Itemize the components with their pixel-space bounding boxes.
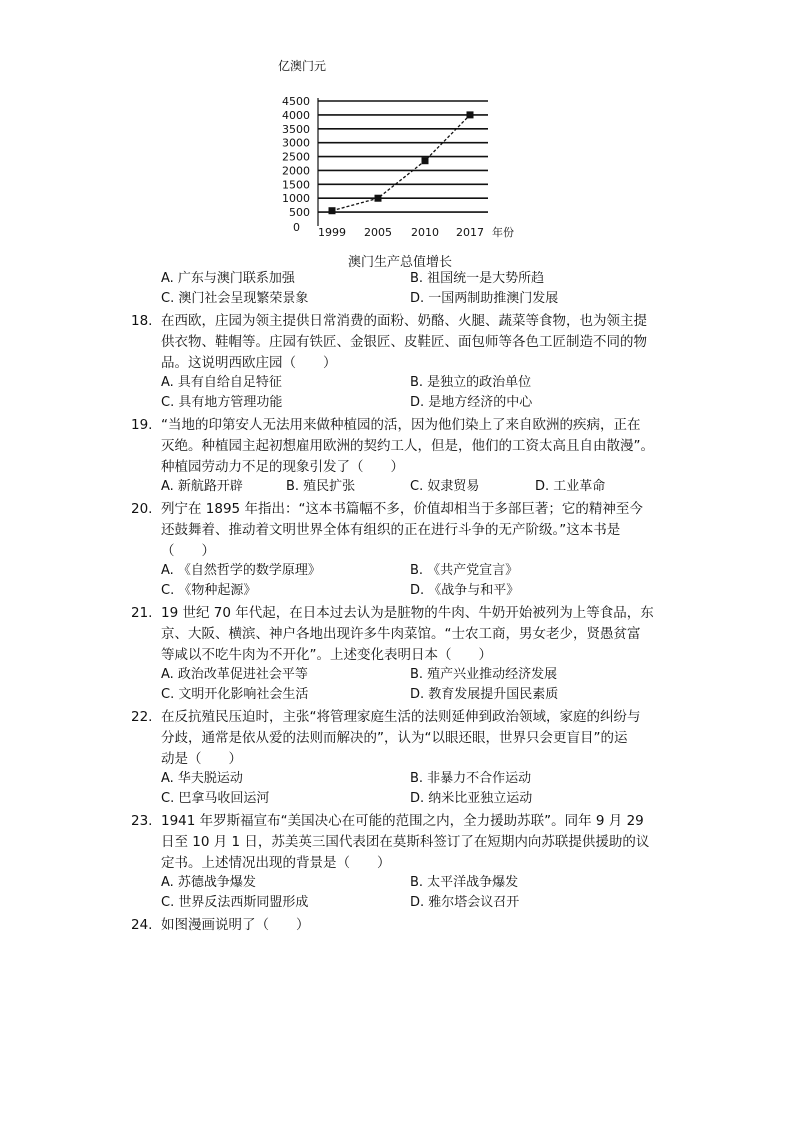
chart-title: 澳门生产总值增长 — [347, 255, 452, 270]
q17-option-a[interactable]: A. 广东与澳门联系加强 — [161, 271, 295, 286]
q18-option-c[interactable]: C. 具有地方管理功能 — [161, 395, 283, 410]
y-tick-label-1000: 1000 — [282, 192, 310, 206]
q19-option-c[interactable]: C. 奴隶贸易 — [410, 479, 480, 494]
q17-option-b[interactable]: B. 祖国统一是大势所趋 — [410, 271, 545, 286]
x-tick-label-1999: 1999 — [318, 226, 346, 239]
q23-option-d[interactable]: D. 雅尔塔会议召开 — [410, 895, 520, 910]
q20-option-a[interactable]: A. 《自然哲学的数学原理》 — [161, 563, 321, 578]
q23-option-a[interactable]: A. 苏德战争爆发 — [161, 875, 256, 890]
y-tick-label-3000: 3000 — [282, 136, 310, 150]
q18-number: 18. — [131, 313, 153, 329]
q20-stem-line-1: 列宁在 1895 年指出：“这本书篇幅不多，价值却相当于多部巨著；它的精神至今 — [161, 501, 643, 517]
q21-stem-line-3: 等咸以不吃牛肉为不开化”。上述变化表明日本（ ） — [161, 647, 492, 663]
q20-stem-line-3: （ ） — [161, 543, 215, 559]
y-tick-label-500: 500 — [289, 206, 310, 220]
q19-stem-line-3: 种植园劳动力不足的现象引发了（ ） — [161, 459, 404, 475]
q20-stem-line-2: 还鼓舞着、推动着文明世界全体有组织的正在进行斗争的无产阶级。”这本书是 — [161, 522, 621, 538]
q19-option-b[interactable]: B. 殖民扩张 — [286, 479, 356, 494]
data-point-2017 — [467, 111, 474, 118]
q22-stem-line-2: 分歧，通常是依从爱的法则而解决的”，认为“以眼还眼，世界只会更盲目”的运 — [161, 730, 628, 746]
q23-stem-line-3: 定书。上述情况出现的背景是（ ） — [161, 855, 391, 871]
q21-option-d[interactable]: D. 教育发展提升国民素质 — [410, 687, 559, 702]
q23-option-b[interactable]: B. 太平洋战争爆发 — [410, 875, 519, 890]
gdp-line-chart — [270, 58, 530, 248]
q22-stem-line-1: 在反抗殖民压迫时，主张“将管理家庭生活的法则延伸到政治领域，家庭的纠纷与 — [161, 709, 641, 725]
q18-option-b[interactable]: B. 是独立的政治单位 — [410, 375, 532, 390]
q17-option-d[interactable]: D. 一国两制助推澳门发展 — [410, 291, 559, 306]
y-axis-label: 亿澳门元 — [278, 59, 327, 73]
q23-stem-line-1: 1941 年罗斯福宣布“美国决心在可能的范围之内，全力援助苏联”。同年 9 月 29 — [161, 813, 644, 829]
q23-option-c[interactable]: C. 世界反法西斯同盟形成 — [161, 895, 309, 910]
q22-option-a[interactable]: A. 华夫脱运动 — [161, 771, 243, 786]
y-tick-label-4000: 4000 — [282, 108, 310, 122]
x-axis-label: 年份 — [492, 226, 514, 239]
q21-stem-line-1: 19 世纪 70 年代起，在日本过去认为是脏物的牛肉、牛奶开始被列为上等食品，东 — [161, 605, 654, 621]
q18-stem-line-1: 在西欧，庄园为领主提供日常消费的面粉、奶酪、火腿、蔬菜等食物，也为领主提 — [161, 313, 647, 329]
q20-option-d[interactable]: D. 《战争与和平》 — [410, 583, 520, 598]
q23-stem-line-2: 日至 10 月 1 日，苏美英三国代表团在莫斯科签订了在短期内向苏联提供援助的议 — [161, 834, 650, 850]
q18-option-a[interactable]: A. 具有自给自足特征 — [161, 375, 282, 390]
q22-number: 22. — [131, 709, 153, 725]
data-point-2005 — [375, 195, 382, 202]
q19-stem-line-2: 灭绝。种植园主起初想雇用欧洲的契约工人，但是，他们的工资太高且自由散漫”。 — [161, 438, 654, 454]
q18-option-d[interactable]: D. 是地方经济的中心 — [410, 395, 533, 410]
q24-number: 24. — [131, 917, 153, 933]
q18-stem-line-3: 品。这说明西欧庄园（ ） — [161, 355, 337, 371]
q23-number: 23. — [131, 813, 153, 829]
y-tick-label-3500: 3500 — [282, 122, 310, 136]
q17-option-c[interactable]: C. 澳门社会呈现繁荣景象 — [161, 291, 309, 306]
chart-svg — [270, 58, 530, 248]
x-tick-label-2010: 2010 — [411, 226, 439, 239]
q21-option-b[interactable]: B. 殖产兴业推动经济发展 — [410, 667, 558, 682]
q19-stem-line-1: “当地的印第安人无法用来做种植园的活，因为他们染上了来自欧洲的疾病，正在 — [161, 417, 641, 433]
y-tick-label-1500: 1500 — [282, 178, 310, 192]
q20-option-b[interactable]: B. 《共产党宣言》 — [410, 563, 519, 578]
q19-option-a[interactable]: A. 新航路开辟 — [161, 479, 243, 494]
x-tick-label-2005: 2005 — [364, 226, 392, 239]
q21-option-c[interactable]: C. 文明开化影响社会生活 — [161, 687, 309, 702]
data-point-1999 — [329, 207, 336, 214]
q21-option-a[interactable]: A. 政治改革促进社会平等 — [161, 667, 308, 682]
q21-number: 21. — [131, 605, 153, 621]
q18-stem-line-2: 供衣物、鞋帽等。庄园有铁匠、金银匠、皮鞋匠、面包师等各色工匠制造不同的物 — [161, 334, 647, 350]
q22-option-c[interactable]: C. 巴拿马收回运河 — [161, 791, 270, 806]
q24-stem-line-1: 如图漫画说明了（ ） — [161, 917, 310, 933]
y-tick-label-2000: 2000 — [282, 164, 310, 178]
q22-option-d[interactable]: D. 纳米比亚独立运动 — [410, 791, 533, 806]
q20-number: 20. — [131, 501, 153, 517]
q19-option-d[interactable]: D. 工业革命 — [535, 479, 606, 494]
y-tick-label-2500: 2500 — [282, 150, 310, 164]
data-point-2010 — [422, 157, 429, 164]
q22-option-b[interactable]: B. 非暴力不合作运动 — [410, 771, 532, 786]
q22-stem-line-3: 动是（ ） — [161, 751, 242, 767]
x-tick-label-2017: 2017 — [456, 226, 484, 239]
q21-stem-line-2: 京、大阪、横滨、神户各地出现许多牛肉菜馆。“士农工商，男女老少，贤愚贫富 — [161, 626, 641, 642]
q20-option-c[interactable]: C. 《物种起源》 — [161, 583, 257, 598]
y-tick-label-0: 0 — [293, 221, 300, 234]
q19-number: 19. — [131, 417, 153, 433]
y-tick-label-4500: 4500 — [282, 95, 310, 108]
